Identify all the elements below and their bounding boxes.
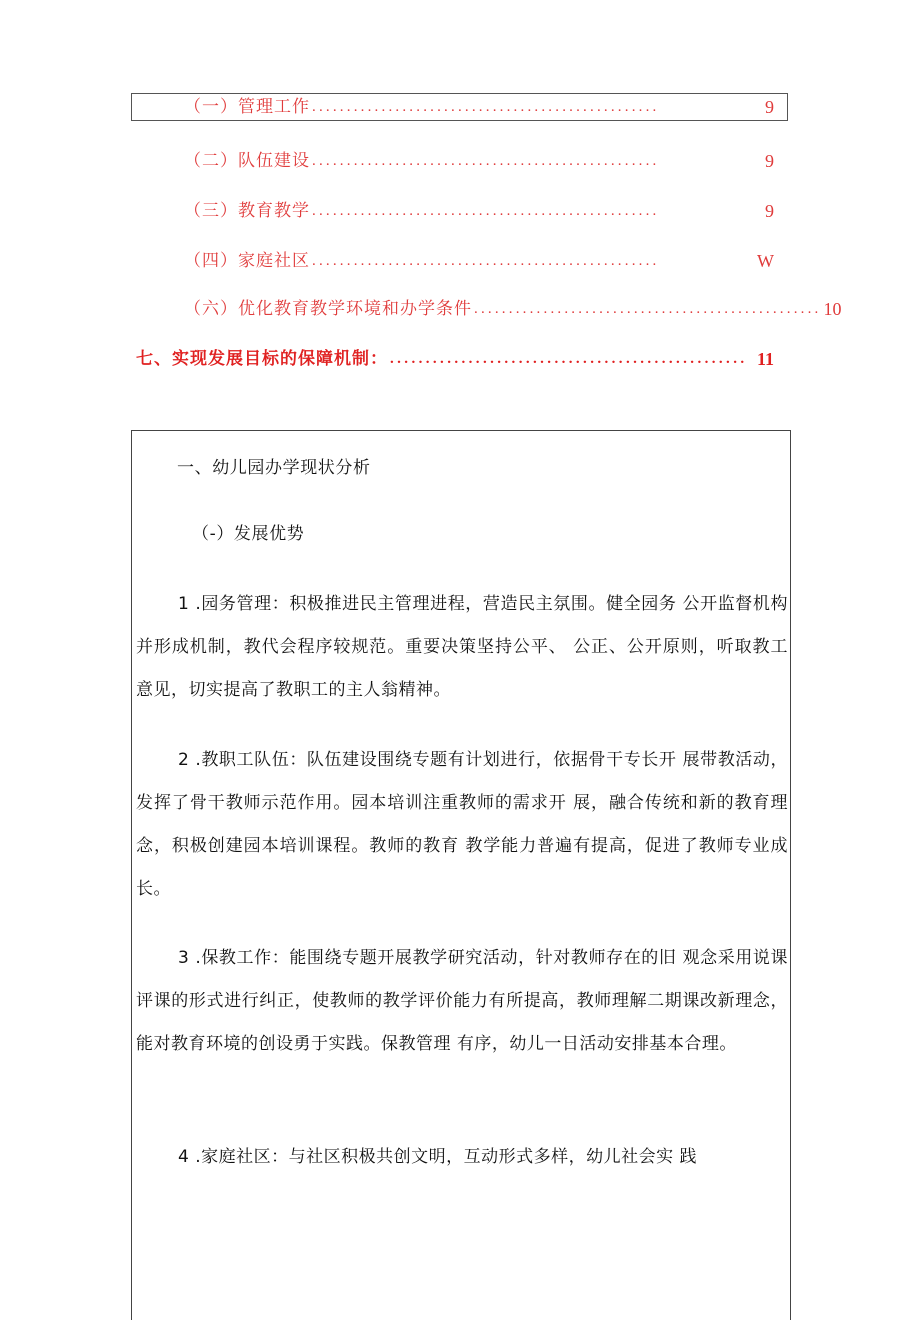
paragraph-text: 4 .家庭社区：与社区积极共创文明，互动形式多样，幼儿社会实 践 <box>178 1147 698 1167</box>
toc-entry-teaching[interactable] <box>184 192 774 222</box>
toc-leader-dots: .................................................. <box>312 153 660 169</box>
toc-leader-dots: .................................................. <box>312 99 660 115</box>
toc-entry-title: （三）教育教学 <box>184 201 310 221</box>
toc-page-number: 11 <box>756 349 774 369</box>
paragraph-staff <box>136 739 788 911</box>
toc-entry-title: （四）家庭社区 <box>184 251 310 271</box>
toc-page-number: W <box>757 251 774 271</box>
toc-leader-dots: .................................................. <box>390 351 748 367</box>
toc-entry-family[interactable] <box>184 242 774 272</box>
toc-entry-title: （二）队伍建设 <box>184 151 310 171</box>
toc-page-number: 9 <box>765 201 774 221</box>
toc-page-number: 9 <box>765 97 774 117</box>
toc-page-number: 9 <box>765 151 774 171</box>
toc-entry-title: （六）优化教育教学环境和办学条件 <box>184 299 472 319</box>
toc-entry-guarantee[interactable] <box>136 340 774 370</box>
toc-leader-dots: .................................................. <box>312 253 660 269</box>
paragraph-management <box>136 583 788 712</box>
subsection-title: （-）发展优势 <box>192 524 305 544</box>
paragraph-family <box>136 1136 788 1179</box>
paragraph-care <box>136 937 788 1066</box>
toc-leader-dots: .................................................. <box>474 301 822 317</box>
paragraph-text: 2 .教职工队伍：队伍建设围绕专题有计划进行，依据骨干专长开 展带教活动，发挥了骨干教师示范作用。园本培训注重教师的需求开 展，融合传统和新的教育理念，积极创建园本培训课程。教师的教育 教学能力普遍有提高，促进了教师专业成长。 <box>136 750 788 899</box>
toc-entry-environment[interactable] <box>184 290 842 320</box>
toc-page-number: 10 <box>823 299 842 319</box>
toc-leader-dots: .................................................. <box>312 203 660 219</box>
toc-entry-title: 七、实现发展目标的保障机制： <box>136 349 388 369</box>
toc-entry-team[interactable] <box>184 142 774 172</box>
paragraph-text: 3 .保教工作：能围绕专题开展教学研究活动，针对教师存在的旧 观念采用说课评课的形式进行纠正，使教师的教学评价能力有所提高，教师理解二期课改新理念，能对教育环境的创设勇于实践。保教管理 有序，幼儿一日活动安排基本合理。 <box>136 948 788 1054</box>
section-title: 一、幼儿园办学现状分析 <box>177 458 371 478</box>
paragraph-text: 1 .园务管理：积极推进民主管理进程，营造民主氛围。健全园务 公开监督机构并形成机制，教代会程序较规范。重要决策坚持公平、 公正、公开原则，听取教工意见，切实提高了教职工的主人翁精神。 <box>136 594 788 700</box>
toc-entry-management[interactable] <box>184 88 774 118</box>
toc-entry-title: （一）管理工作 <box>184 97 310 117</box>
